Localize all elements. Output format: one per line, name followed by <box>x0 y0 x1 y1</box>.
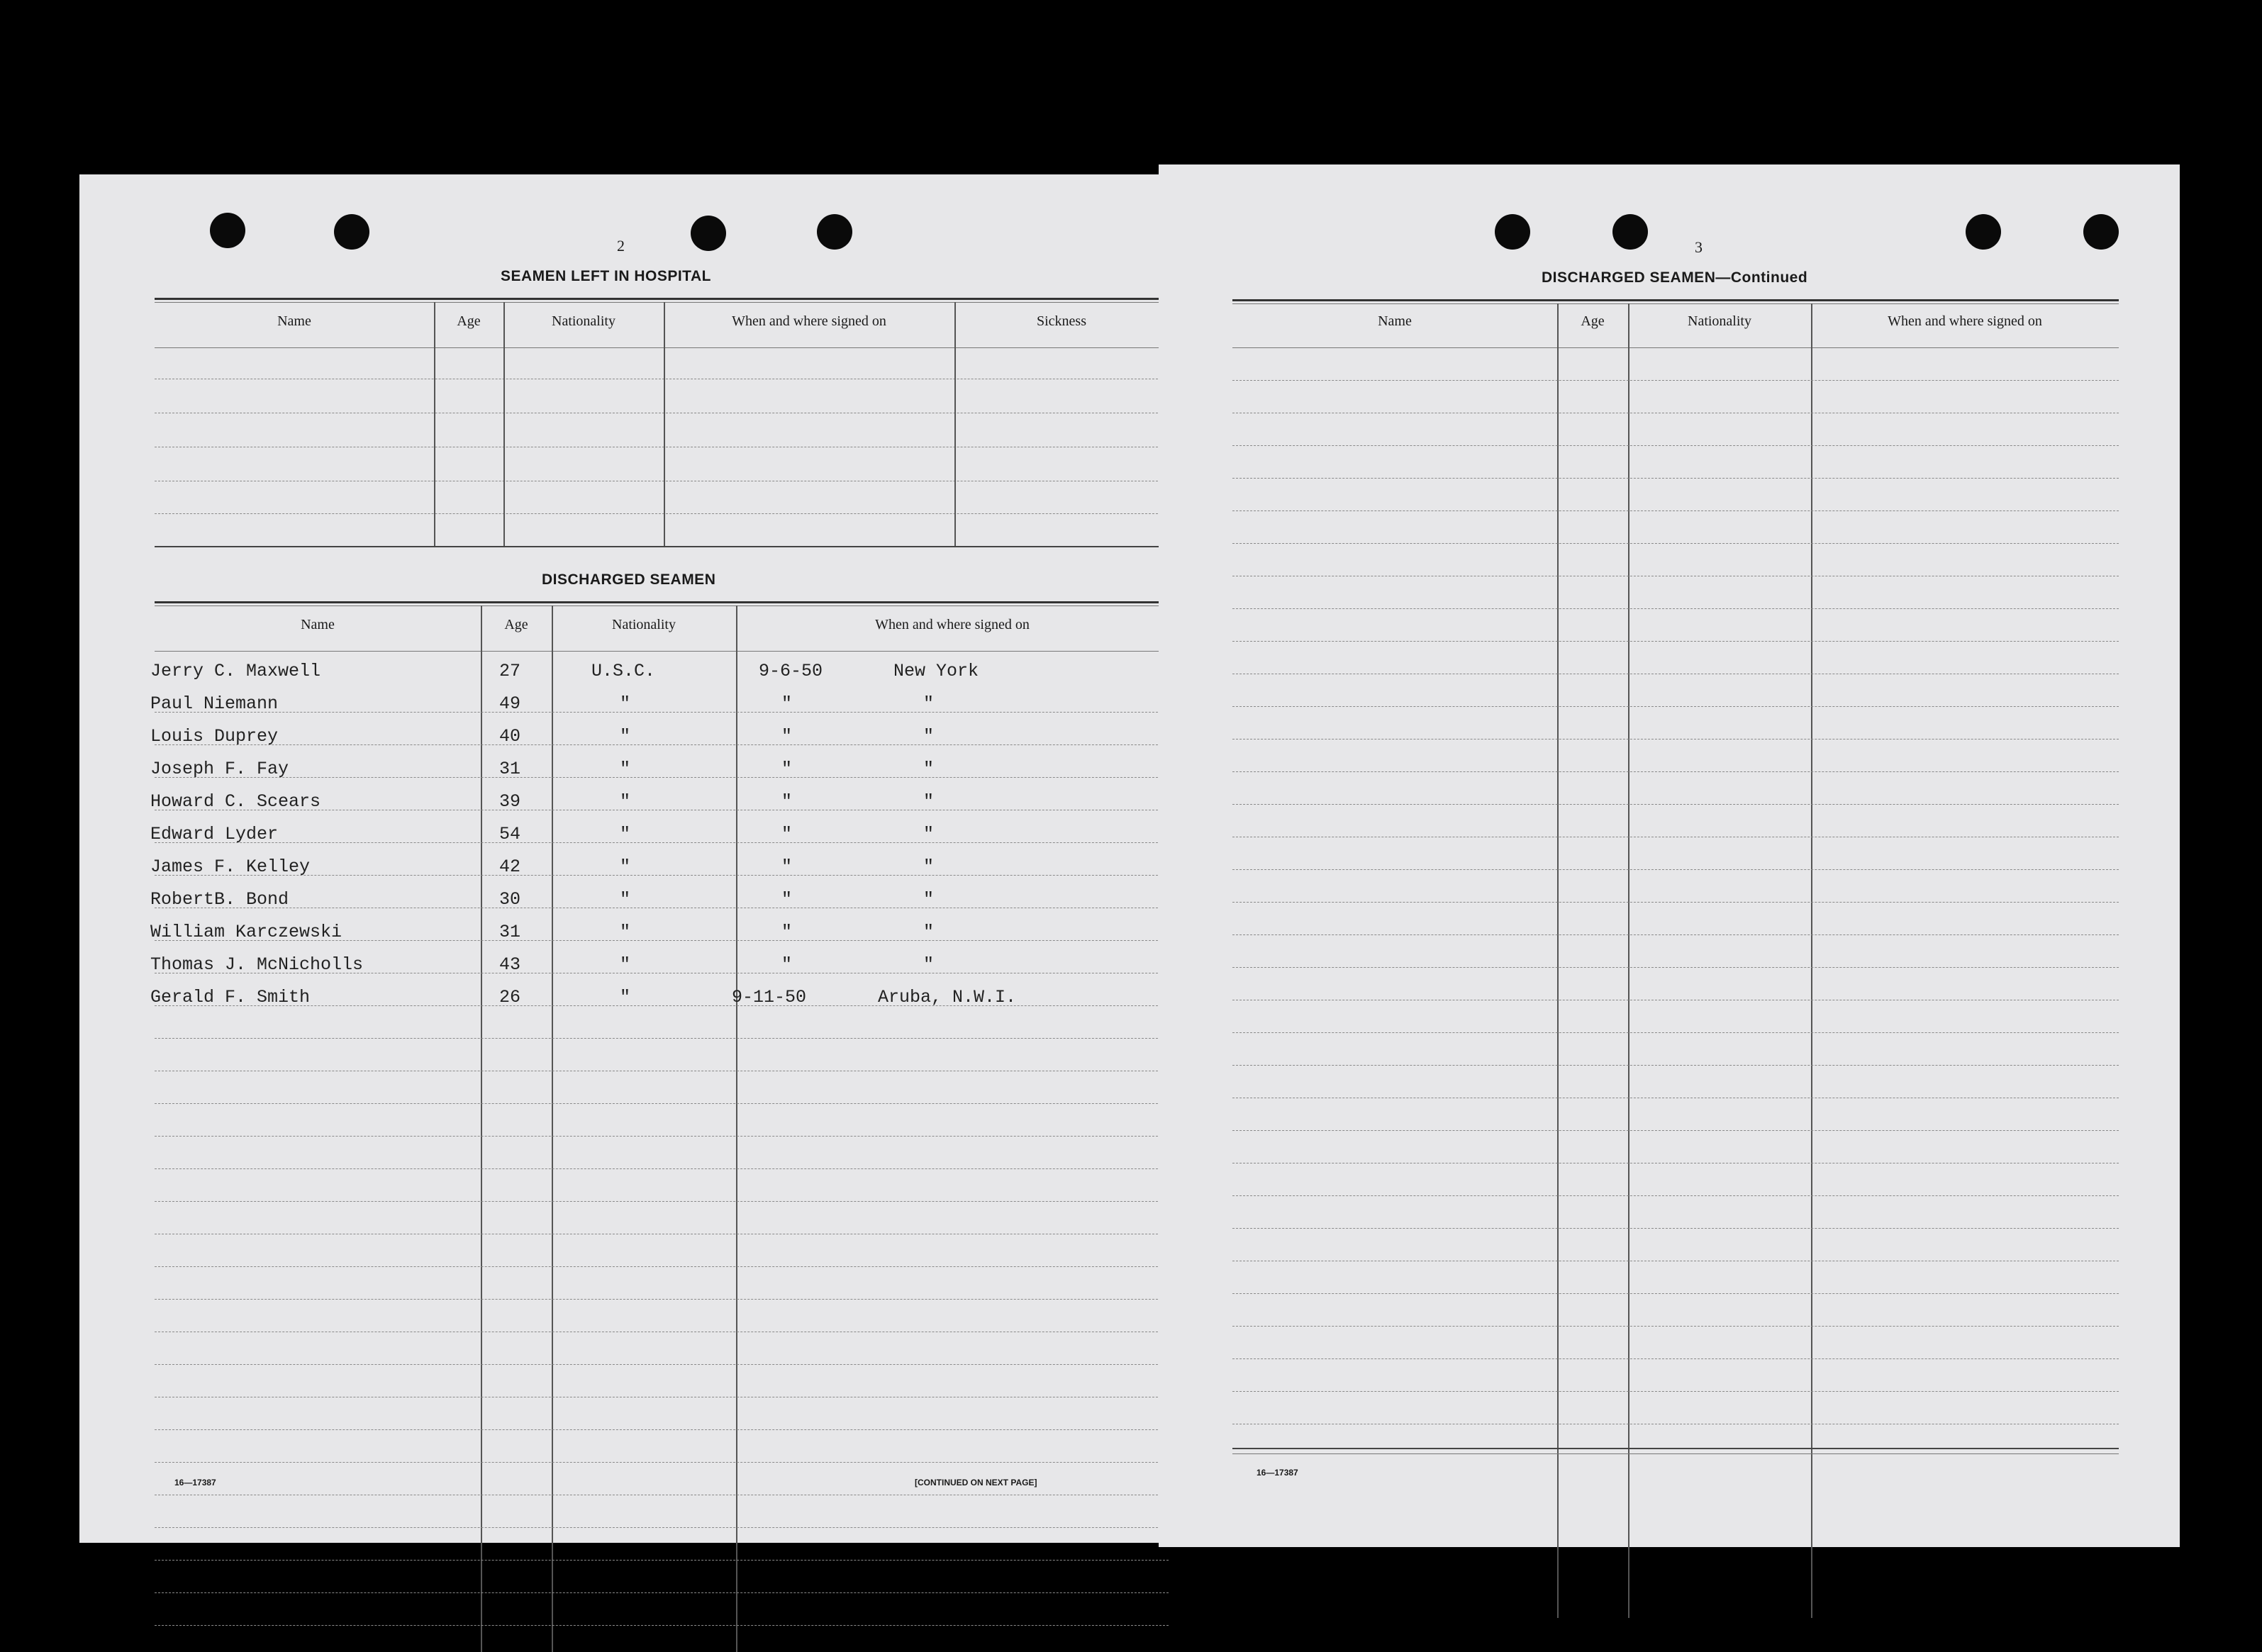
seaman-name: Gerald F. Smith <box>150 987 311 1008</box>
seaman-nationality: " <box>620 922 631 942</box>
punch-hole <box>691 216 726 251</box>
seaman-nationality: " <box>620 856 631 877</box>
seaman-date: 9-11-50 <box>732 987 807 1008</box>
punch-hole <box>1966 214 2001 250</box>
discharged-col-nationality: Nationality <box>612 617 676 632</box>
seaman-nationality: " <box>620 889 631 910</box>
seaman-place: " <box>923 954 935 975</box>
seaman-date: " <box>781 922 793 942</box>
seaman-name: Edward Lyder <box>150 824 279 844</box>
punch-hole <box>1495 214 1530 250</box>
seaman-place: " <box>923 922 935 942</box>
seaman-date: " <box>781 759 793 779</box>
form-number: 16—17387 <box>174 1478 216 1488</box>
continued-col-nationality: Nationality <box>1688 313 1751 329</box>
seaman-place: Aruba, N.W.I. <box>878 987 1017 1008</box>
seaman-nationality: " <box>620 726 631 747</box>
seaman-name: Paul Niemann <box>150 693 279 714</box>
seaman-place: " <box>923 726 935 747</box>
seaman-date: " <box>781 856 793 877</box>
seaman-age: 39 <box>499 791 521 812</box>
discharged-section-title: DISCHARGED SEAMEN <box>542 571 716 588</box>
right-page <box>1159 164 2180 1547</box>
seaman-name: William Karczewski <box>150 922 342 942</box>
seaman-age: 26 <box>499 987 521 1008</box>
seaman-place: " <box>923 824 935 844</box>
seaman-age: 42 <box>499 856 521 877</box>
seaman-nationality: " <box>620 824 631 844</box>
hospital-col-signed-on: When and where signed on <box>732 313 886 329</box>
punch-hole <box>334 214 369 250</box>
seaman-date: " <box>781 726 793 747</box>
seaman-place: " <box>923 791 935 812</box>
seaman-nationality: " <box>620 759 631 779</box>
hospital-col-age: Age <box>457 313 481 329</box>
continued-section-title: DISCHARGED SEAMEN—Continued <box>1542 269 1808 286</box>
page-number: 2 <box>617 237 625 255</box>
seaman-nationality: " <box>620 693 631 714</box>
seaman-nationality: " <box>620 987 631 1008</box>
seaman-place: New York <box>893 661 979 681</box>
punch-hole <box>817 214 852 250</box>
seaman-name: James F. Kelley <box>150 856 311 877</box>
continued-col-age: Age <box>1581 313 1605 329</box>
hospital-col-name: Name <box>277 313 311 329</box>
seaman-age: 31 <box>499 759 521 779</box>
continued-note: [CONTINUED ON NEXT PAGE] <box>915 1478 1037 1488</box>
hospital-col-nationality: Nationality <box>552 313 615 329</box>
seaman-name: Louis Duprey <box>150 726 279 747</box>
seaman-name: Howard C. Scears <box>150 791 321 812</box>
seaman-nationality: U.S.C. <box>591 661 656 681</box>
seaman-age: 31 <box>499 922 521 942</box>
seaman-date: 9-6-50 <box>759 661 823 681</box>
left-page <box>79 174 1164 1543</box>
seaman-nationality: " <box>620 791 631 812</box>
seaman-name: Thomas J. McNicholls <box>150 954 364 975</box>
seaman-date: " <box>781 791 793 812</box>
seaman-age: 43 <box>499 954 521 975</box>
seaman-date: " <box>781 954 793 975</box>
discharged-col-age: Age <box>504 617 528 632</box>
seaman-nationality: " <box>620 954 631 975</box>
seaman-place: " <box>923 856 935 877</box>
seaman-name: Joseph F. Fay <box>150 759 289 779</box>
page-number: 3 <box>1695 238 1703 256</box>
seaman-name: RobertB. Bond <box>150 889 289 910</box>
punch-hole <box>2083 214 2119 250</box>
seaman-age: 27 <box>499 661 521 681</box>
discharged-col-name: Name <box>301 617 335 632</box>
continued-col-name: Name <box>1378 313 1412 329</box>
seaman-date: " <box>781 824 793 844</box>
seaman-age: 40 <box>499 726 521 747</box>
hospital-section-title: SEAMEN LEFT IN HOSPITAL <box>501 268 711 284</box>
seaman-place: " <box>923 693 935 714</box>
seaman-age: 49 <box>499 693 521 714</box>
continued-col-signed-on: When and where signed on <box>1888 313 2042 329</box>
punch-hole <box>1612 214 1648 250</box>
seaman-name: Jerry C. Maxwell <box>150 661 321 681</box>
form-number: 16—17387 <box>1257 1468 1298 1478</box>
discharged-col-signed-on: When and where signed on <box>875 617 1030 632</box>
seaman-date: " <box>781 889 793 910</box>
seaman-age: 30 <box>499 889 521 910</box>
seaman-place: " <box>923 889 935 910</box>
seaman-place: " <box>923 759 935 779</box>
punch-hole <box>210 213 245 248</box>
seaman-date: " <box>781 693 793 714</box>
hospital-col-sickness: Sickness <box>1037 313 1086 329</box>
seaman-age: 54 <box>499 824 521 844</box>
